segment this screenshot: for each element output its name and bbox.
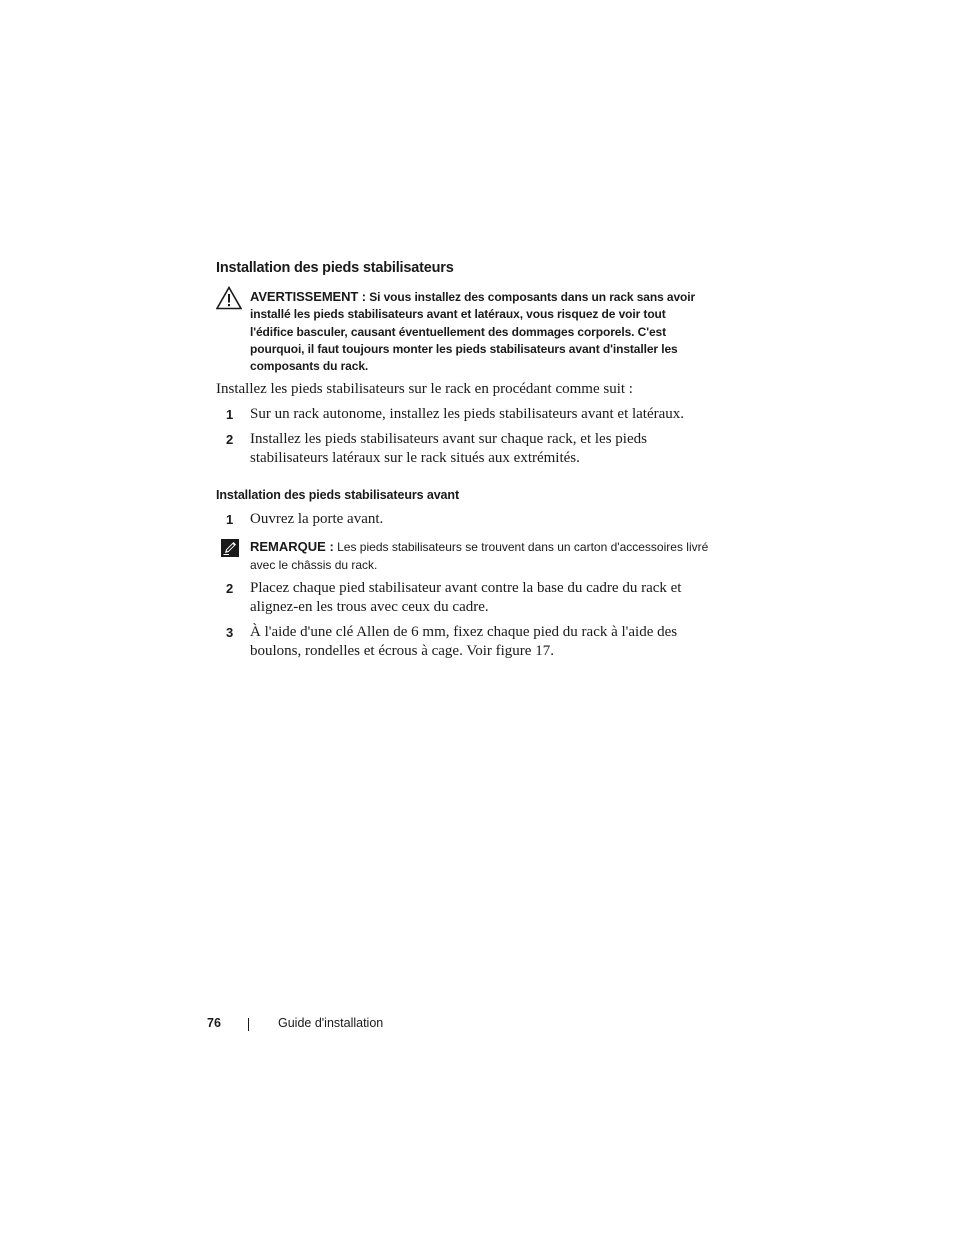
section-title: Installation des pieds stabilisateurs [216,260,454,276]
warning-label: AVERTISSEMENT : [250,289,366,304]
step-text: Installez les pieds stabilisateurs avant sur chaque rack, et les pieds stabilisateurs latéraux sur le rack situés aux extrémités. [250,431,647,466]
note-label: REMARQUE : [250,539,334,554]
subheading: Installation des pieds stabilisateurs avant [216,488,460,502]
step-number: 2 [226,432,234,447]
warning-body: Si vous installez des composants dans un rack sans avoir installé les pieds stabilisateurs avant et latéraux, vous risquez de voir tout l'édifice basculer, causant éventuellement des dommages corporels. C'est pourquoi, il faut toujours monter les pieds stabilisateurs avant d'installer les composants du rack. [250,290,696,374]
step-text: Placez chaque pied stabilisateur avant contre la base du cadre du rack et alignez-en les trous avec ceux du cadre. [250,580,682,615]
step-text: Sur un rack autonome, installez les pieds stabilisateurs avant et latéraux. [250,406,685,422]
note-text [250,538,720,574]
footer-doc-title: Guide d'installation [278,1016,384,1030]
footer-divider [248,1018,249,1031]
page-number: 76 [207,1016,221,1030]
step-number: 3 [226,625,234,640]
step-number: 1 [226,407,234,422]
step-number: 2 [226,581,234,596]
intro-paragraph: Installez les pieds stabilisateurs sur le rack en procédant comme suit : [216,381,633,397]
step-text: À l'aide d'une clé Allen de 6 mm, fixez chaque pied du rack à l'aide des boulons, rondelles et écrous à cage. Voir figure 17. [250,624,678,659]
step-number: 1 [226,512,234,527]
note-pencil-icon [220,538,240,558]
warning-triangle-icon [216,286,242,310]
step-text: Ouvrez la porte avant. [250,511,384,527]
warning-text [250,288,710,375]
note-body: Les pieds stabilisateurs se trouvent dans un carton d'accessoires livré avec le châssis du rack. [250,540,709,572]
